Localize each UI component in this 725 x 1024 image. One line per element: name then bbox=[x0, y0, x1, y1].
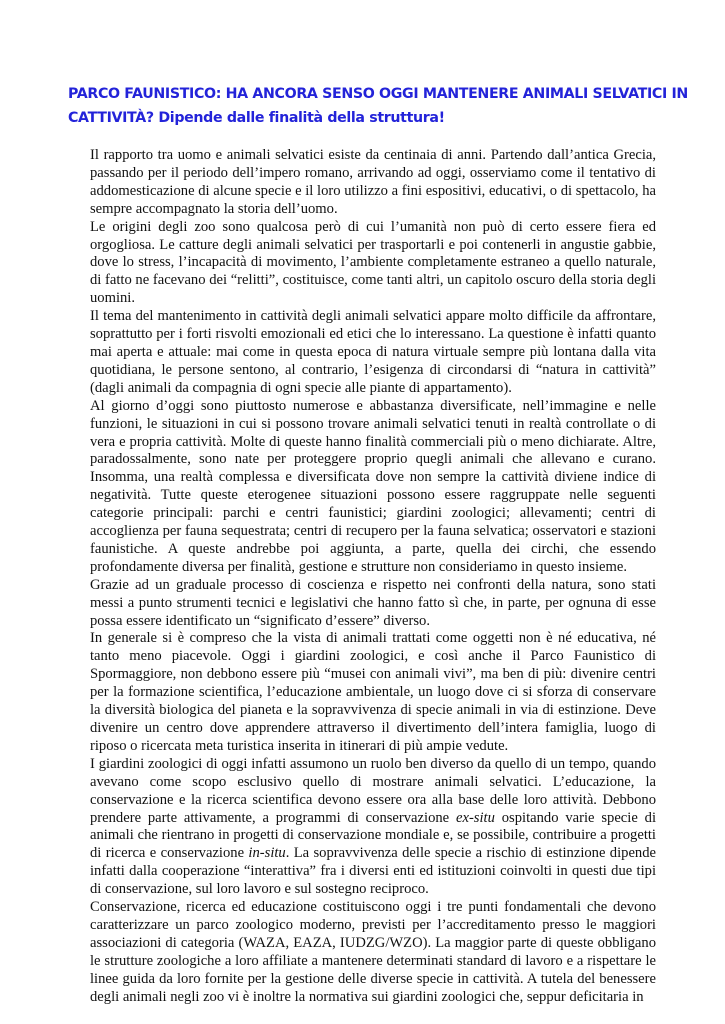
paragraph-7-part-2: ospitando varie specie di animali che rientrano in progetti di conservazione mondiale e, se possibile, contribuire a progetti di ricerca e conservazione bbox=[90, 809, 656, 862]
paragraph-1: Il rapporto tra uomo e animali selvatici esiste da centinaia di anni. Partendo dall’antica Grecia, passando per il periodo dell’impero romano, arrivando ad oggi, osserviamo come il tentativo di addomesticazione di alcune specie e il loro utilizzo a fini espositivi, educativi, o di spettacolo, ha sempre accompagnato la storia dell’uomo. bbox=[90, 147, 656, 217]
page-title bbox=[68, 82, 688, 130]
term-in-situ: in-situ bbox=[248, 845, 286, 862]
title-line-1: PARCO FAUNISTICO: HA ANCORA SENSO OGGI MANTENERE ANIMALI SELVATICI IN bbox=[68, 86, 688, 102]
paragraph-7 bbox=[90, 756, 656, 899]
article-body bbox=[90, 147, 656, 1007]
paragraph-3: Il tema del mantenimento in cattività degli animali selvatici appare molto difficile da affrontare, soprattutto per i forti risvolti emozionali ed etici che lo interessano. La questione è infatti quanto mai aperta e attuale: mai come in questa epoca di natura virtuale sempre più lontana dalla vita quotidiana, le persone sentono, al contrario, l’esigenza di circondarsi di “natura in cattività” (dagli animali da compagnia di ogni specie alle piante di appartamento). bbox=[90, 308, 656, 396]
paragraph-2: Le origini degli zoo sono qualcosa però di cui l’umanità non può di certo essere fiera ed orgogliosa. Le catture degli animali selvatici per trasportarli e poi contenerli in angustie gabbie, dove lo stress, l’incapacità di movimento, l’ambiente completamente estraneo a quello naturale, di fatto ne facevano dei “relitti”, costituisce, come tanti altri, un capitolo oscuro della storia degli uomini. bbox=[90, 218, 656, 307]
paragraph-8: Conservazione, ricerca ed educazione costituiscono oggi i tre punti fondamentali che devono caratterizzare un parco zoologico moderno, previsti per l’accreditamento presso le maggiori associazioni di categoria (WAZA, EAZA, IUDZG/WZO). La maggior parte di queste obbligano le strutture zoologiche a loro affiliate a mantenere determinati standard di lavoro e a rispettare le linee guida da loro fornite per la gestione delle diverse specie in cattività. A tutela del benessere degli animali negli zoo vi è inoltre la normativa sui giardini zoologici che, seppur deficitaria in bbox=[90, 899, 656, 1005]
title-line-2: CATTIVITÀ? Dipende dalle finalità della struttura! bbox=[68, 110, 445, 126]
paragraph-5: Grazie ad un graduale processo di coscienza e rispetto nei confronti della natura, sono stati messi a punto strumenti tecnici e legislativi che hanno fatto sì che, in parte, per ognuna di esse possa essere identificato un “significato d’essere” diverso. bbox=[90, 576, 656, 629]
term-ex-situ: ex-situ bbox=[455, 809, 495, 826]
paragraph-6: In generale si è compreso che la vista di animali trattati come oggetti non è né educativa, né tanto meno piacevole. Oggi i giardini zoologici, e così anche il Parco Faunistico di Spormaggiore, non debbono essere più “musei con animali vivi”, ma ben di più: divenire centri per la formazione scientifica, l’educazione ambientale, un luogo dove ci si sforza di conservare la diversità biologica del pianeta e la sopravvivenza di specie animali in via di estinzione. Deve divenire un centro dove apprendere attraverso il divertimento dell’intera famiglia, luogo di riposo o ricercata meta turistica inserita in itinerari di più ampie vedute. bbox=[90, 630, 656, 754]
paragraph-4: Al giorno d’oggi sono piuttosto numerose e abbastanza diversificate, nell’immagine e nelle funzioni, le situazioni in cui si possono trovare animali selvatici tenuti in realtà controllate o di vera e propria cattività. Molte di queste hanno finalità commerciali più o meno dichiarate. Altre, paradossalmente, sono nate per proteggere proprio quegli animali che allevano e curano. Insomma, una realtà complessa e diversificata dove non sempre la cattività diviene indice di negatività. Tutte queste eterogenee situazioni possono essere raggruppate nelle seguenti categorie principali: parchi e centri faunistici; giardini zoologici; allevamenti; centri di accoglienza per fauna sequestrata; centri di recupero per la fauna selvatica; osservatori e stazioni faunistiche. A queste andrebbe poi aggiunta, a parte, quella dei circhi, che essendo profondamente diversa per finalità, gestione e strutture non consideriamo in questo insieme. bbox=[90, 397, 656, 575]
paragraph-7-part-3: . La sopravvivenza delle specie a rischio di estinzione dipende infatti dalla cooperazione “interattiva” fra i diversi enti ed istituzioni coinvolti in questi due tipi di conservazione, sul loro lavoro e sul sostegno reciproco. bbox=[90, 845, 656, 898]
paragraph-7-part-1: I giardini zoologici di oggi infatti assumono un ruolo ben diverso da quello di un tempo, quando avevano come scopo esclusivo quello di mostrare animali selvatici. L’educazione, la conservazione e la ricerca scientifica devono essere ora alla base delle loro attività. Debbono prendere parte attivamente, a programmi di conservazione bbox=[90, 755, 656, 826]
